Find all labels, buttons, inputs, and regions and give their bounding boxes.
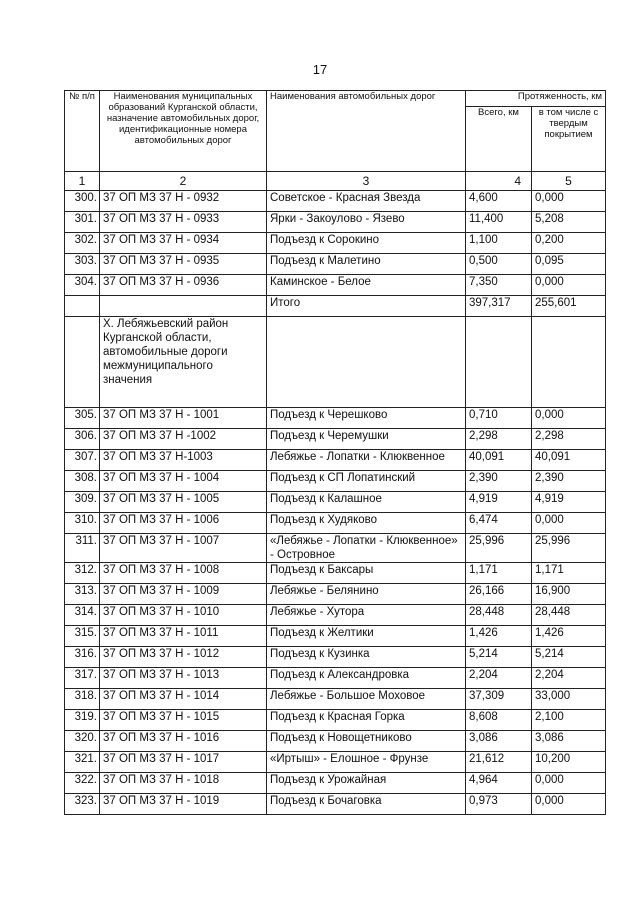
column-number: 2 xyxy=(100,172,267,191)
road-name: Подъезд к Черешково xyxy=(267,408,466,429)
section-row xyxy=(65,317,606,408)
table-row xyxy=(65,429,606,450)
length-paved: 2,298 xyxy=(532,429,606,450)
road-name: Лебяжье - Белянино xyxy=(267,584,466,605)
row-number: 317. xyxy=(65,668,100,689)
row-number: 323. xyxy=(65,794,100,815)
row-number: 300. xyxy=(65,191,100,212)
length-total: 2,204 xyxy=(466,668,532,689)
length-paved: 0,000 xyxy=(532,408,606,429)
length-total: 6,474 xyxy=(466,513,532,534)
road-id: 37 ОП МЗ 37 Н - 0936 xyxy=(100,275,267,296)
road-id: 37 ОП МЗ 37 Н - 1005 xyxy=(100,492,267,513)
row-number: 308. xyxy=(65,471,100,492)
total-row-num xyxy=(65,296,100,317)
row-number: 304. xyxy=(65,275,100,296)
road-name: Подъезд к Черемушки xyxy=(267,429,466,450)
length-paved: 25,996 xyxy=(532,534,606,563)
road-id: 37 ОП МЗ 37 Н - 1004 xyxy=(100,471,267,492)
length-total: 26,166 xyxy=(466,584,532,605)
length-total: 0,973 xyxy=(466,794,532,815)
table-row xyxy=(65,254,606,275)
road-id: 37 ОП МЗ 37 Н - 0933 xyxy=(100,212,267,233)
table-row xyxy=(65,710,606,731)
table-row xyxy=(65,233,606,254)
column-numbers-row xyxy=(65,172,606,191)
length-total: 1,100 xyxy=(466,233,532,254)
length-paved: 0,000 xyxy=(532,191,606,212)
section-paved xyxy=(532,317,606,408)
road-name: Лебяжье - Хутора xyxy=(267,605,466,626)
length-total: 4,964 xyxy=(466,773,532,794)
road-name: Советское - Красная Звезда xyxy=(267,191,466,212)
length-total: 28,448 xyxy=(466,605,532,626)
table-row xyxy=(65,689,606,710)
table-row xyxy=(65,450,606,471)
road-id: 37 ОП МЗ 37 Н - 1001 xyxy=(100,408,267,429)
total-paved: 255,601 xyxy=(532,296,606,317)
row-number: 302. xyxy=(65,233,100,254)
length-paved: 1,426 xyxy=(532,626,606,647)
length-total: 3,086 xyxy=(466,731,532,752)
length-paved: 2,204 xyxy=(532,668,606,689)
length-paved: 0,000 xyxy=(532,513,606,534)
road-name: Подъезд к Бочаговка xyxy=(267,794,466,815)
road-id: 37 ОП МЗ 37 Н - 1017 xyxy=(100,752,267,773)
table-row xyxy=(65,647,606,668)
length-paved: 5,214 xyxy=(532,647,606,668)
row-number: 313. xyxy=(65,584,100,605)
column-number: 3 xyxy=(267,172,466,191)
table-row xyxy=(65,626,606,647)
column-number: 1 xyxy=(65,172,100,191)
length-total: 37,309 xyxy=(466,689,532,710)
length-paved: 28,448 xyxy=(532,605,606,626)
length-paved: 40,091 xyxy=(532,450,606,471)
row-number: 321. xyxy=(65,752,100,773)
road-id: 37 ОП МЗ 37 Н - 1014 xyxy=(100,689,267,710)
road-name: Подъезд к Новощетниково xyxy=(267,731,466,752)
header-paved: в том числе с твердым покрытием xyxy=(532,106,606,171)
row-number: 314. xyxy=(65,605,100,626)
column-number: 5 xyxy=(532,172,606,191)
row-number: 318. xyxy=(65,689,100,710)
road-id: 37 ОП МЗ 37 Н-1003 xyxy=(100,450,267,471)
row-number: 303. xyxy=(65,254,100,275)
road-name: Подъезд к Кузинка xyxy=(267,647,466,668)
section-total xyxy=(466,317,532,408)
length-paved: 1,171 xyxy=(532,563,606,584)
road-id: 37 ОП МЗ 37 Н - 0935 xyxy=(100,254,267,275)
road-name: Подъезд к Желтики xyxy=(267,626,466,647)
road-name: Подъезд к Баксары xyxy=(267,563,466,584)
length-paved: 33,000 xyxy=(532,689,606,710)
road-name: «Иртыш» - Елошное - Фрунзе xyxy=(267,752,466,773)
length-total: 2,390 xyxy=(466,471,532,492)
table-row xyxy=(65,513,606,534)
road-id: 37 ОП МЗ 37 Н -1002 xyxy=(100,429,267,450)
length-total: 0,500 xyxy=(466,254,532,275)
row-number: 309. xyxy=(65,492,100,513)
header-num: № п/п xyxy=(65,91,100,172)
row-number: 322. xyxy=(65,773,100,794)
table-row xyxy=(65,668,606,689)
length-total: 8,608 xyxy=(466,710,532,731)
table-row xyxy=(65,752,606,773)
road-name: Каминское - Белое xyxy=(267,275,466,296)
row-number: 316. xyxy=(65,647,100,668)
length-paved: 2,390 xyxy=(532,471,606,492)
road-id: 37 ОП МЗ 37 Н - 1008 xyxy=(100,563,267,584)
length-paved: 2,100 xyxy=(532,710,606,731)
length-paved: 0,000 xyxy=(532,773,606,794)
row-number: 310. xyxy=(65,513,100,534)
length-paved: 0,095 xyxy=(532,254,606,275)
length-paved: 16,900 xyxy=(532,584,606,605)
length-total: 11,400 xyxy=(466,212,532,233)
road-id: 37 ОП МЗ 37 Н - 1006 xyxy=(100,513,267,534)
length-paved: 10,200 xyxy=(532,752,606,773)
header-total: Всего, км xyxy=(466,106,532,171)
length-total: 4,919 xyxy=(466,492,532,513)
road-id: 37 ОП МЗ 37 Н - 1018 xyxy=(100,773,267,794)
row-number: 319. xyxy=(65,710,100,731)
road-id: 37 ОП МЗ 37 Н - 1007 xyxy=(100,534,267,563)
length-total: 1,171 xyxy=(466,563,532,584)
section-road xyxy=(267,317,466,408)
road-id: 37 ОП МЗ 37 Н - 0934 xyxy=(100,233,267,254)
road-name: Ярки - Закоулово - Язево xyxy=(267,212,466,233)
length-total: 21,612 xyxy=(466,752,532,773)
table-row xyxy=(65,471,606,492)
road-name: Подъезд к Худяково xyxy=(267,513,466,534)
road-name: Подъезд к Урожайная xyxy=(267,773,466,794)
row-number: 307. xyxy=(65,450,100,471)
table-row xyxy=(65,191,606,212)
table-row xyxy=(65,605,606,626)
length-total: 40,091 xyxy=(466,450,532,471)
table-row xyxy=(65,275,606,296)
table-row xyxy=(65,492,606,513)
length-paved: 0,000 xyxy=(532,794,606,815)
road-id: 37 ОП МЗ 37 Н - 1015 xyxy=(100,710,267,731)
length-paved: 3,086 xyxy=(532,731,606,752)
length-total: 25,996 xyxy=(466,534,532,563)
total-row xyxy=(65,296,606,317)
length-total: 2,298 xyxy=(466,429,532,450)
row-number: 312. xyxy=(65,563,100,584)
row-number: 305. xyxy=(65,408,100,429)
road-id: 37 ОП МЗ 37 Н - 1016 xyxy=(100,731,267,752)
row-number: 320. xyxy=(65,731,100,752)
section-title: X. Лебяжьевский район Курганской области, автомобильные дороги межмуниципального значения xyxy=(100,317,267,408)
row-number: 311. xyxy=(65,534,100,563)
road-id: 37 ОП МЗ 37 Н - 0932 xyxy=(100,191,267,212)
header-name-group: Наименования муниципальных образований Курганской области, назначение автомобильных дорог, идентификационные номера автомобильных дорог xyxy=(100,91,267,172)
road-name: Подъезд к Александровка xyxy=(267,668,466,689)
length-total: 7,350 xyxy=(466,275,532,296)
road-name: «Лебяжье - Лопатки - Клюквенное» - Островное xyxy=(267,534,466,563)
road-id: 37 ОП МЗ 37 Н - 1010 xyxy=(100,605,267,626)
road-name: Подъезд к Малетино xyxy=(267,254,466,275)
road-id: 37 ОП МЗ 37 Н - 1019 xyxy=(100,794,267,815)
length-total: 4,600 xyxy=(466,191,532,212)
column-number: 4 xyxy=(466,172,532,191)
road-id: 37 ОП МЗ 37 Н - 1011 xyxy=(100,626,267,647)
table-row xyxy=(65,408,606,429)
page-number: 17 xyxy=(312,62,328,77)
row-number: 301. xyxy=(65,212,100,233)
length-paved: 5,208 xyxy=(532,212,606,233)
header-length: Протяженность, км xyxy=(466,91,606,107)
table-row xyxy=(65,731,606,752)
table-row xyxy=(65,563,606,584)
table-row xyxy=(65,584,606,605)
roads-table xyxy=(64,90,606,815)
row-number: 306. xyxy=(65,429,100,450)
road-name: Подъезд к СП Лопатинский xyxy=(267,471,466,492)
header-road-names: Наименования автомобильных дорог xyxy=(267,91,466,172)
road-name: Подъезд к Сорокино xyxy=(267,233,466,254)
road-name: Подъезд к Калашное xyxy=(267,492,466,513)
table-row xyxy=(65,212,606,233)
length-total: 0,710 xyxy=(466,408,532,429)
table-row xyxy=(65,534,606,563)
length-total: 5,214 xyxy=(466,647,532,668)
table-row xyxy=(65,773,606,794)
road-id: 37 ОП МЗ 37 Н - 1013 xyxy=(100,668,267,689)
road-id: 37 ОП МЗ 37 Н - 1009 xyxy=(100,584,267,605)
road-name: Подъезд к Красная Горка xyxy=(267,710,466,731)
total-row-id xyxy=(100,296,267,317)
road-name: Лебяжье - Большое Моховое xyxy=(267,689,466,710)
section-num xyxy=(65,317,100,408)
road-id: 37 ОП МЗ 37 Н - 1012 xyxy=(100,647,267,668)
length-paved: 0,200 xyxy=(532,233,606,254)
length-paved: 0,000 xyxy=(532,275,606,296)
length-paved: 4,919 xyxy=(532,492,606,513)
total-length: 397,317 xyxy=(466,296,532,317)
total-label: Итого xyxy=(267,296,466,317)
road-name: Лебяжье - Лопатки - Клюквенное xyxy=(267,450,466,471)
row-number: 315. xyxy=(65,626,100,647)
length-total: 1,426 xyxy=(466,626,532,647)
table-row xyxy=(65,794,606,815)
